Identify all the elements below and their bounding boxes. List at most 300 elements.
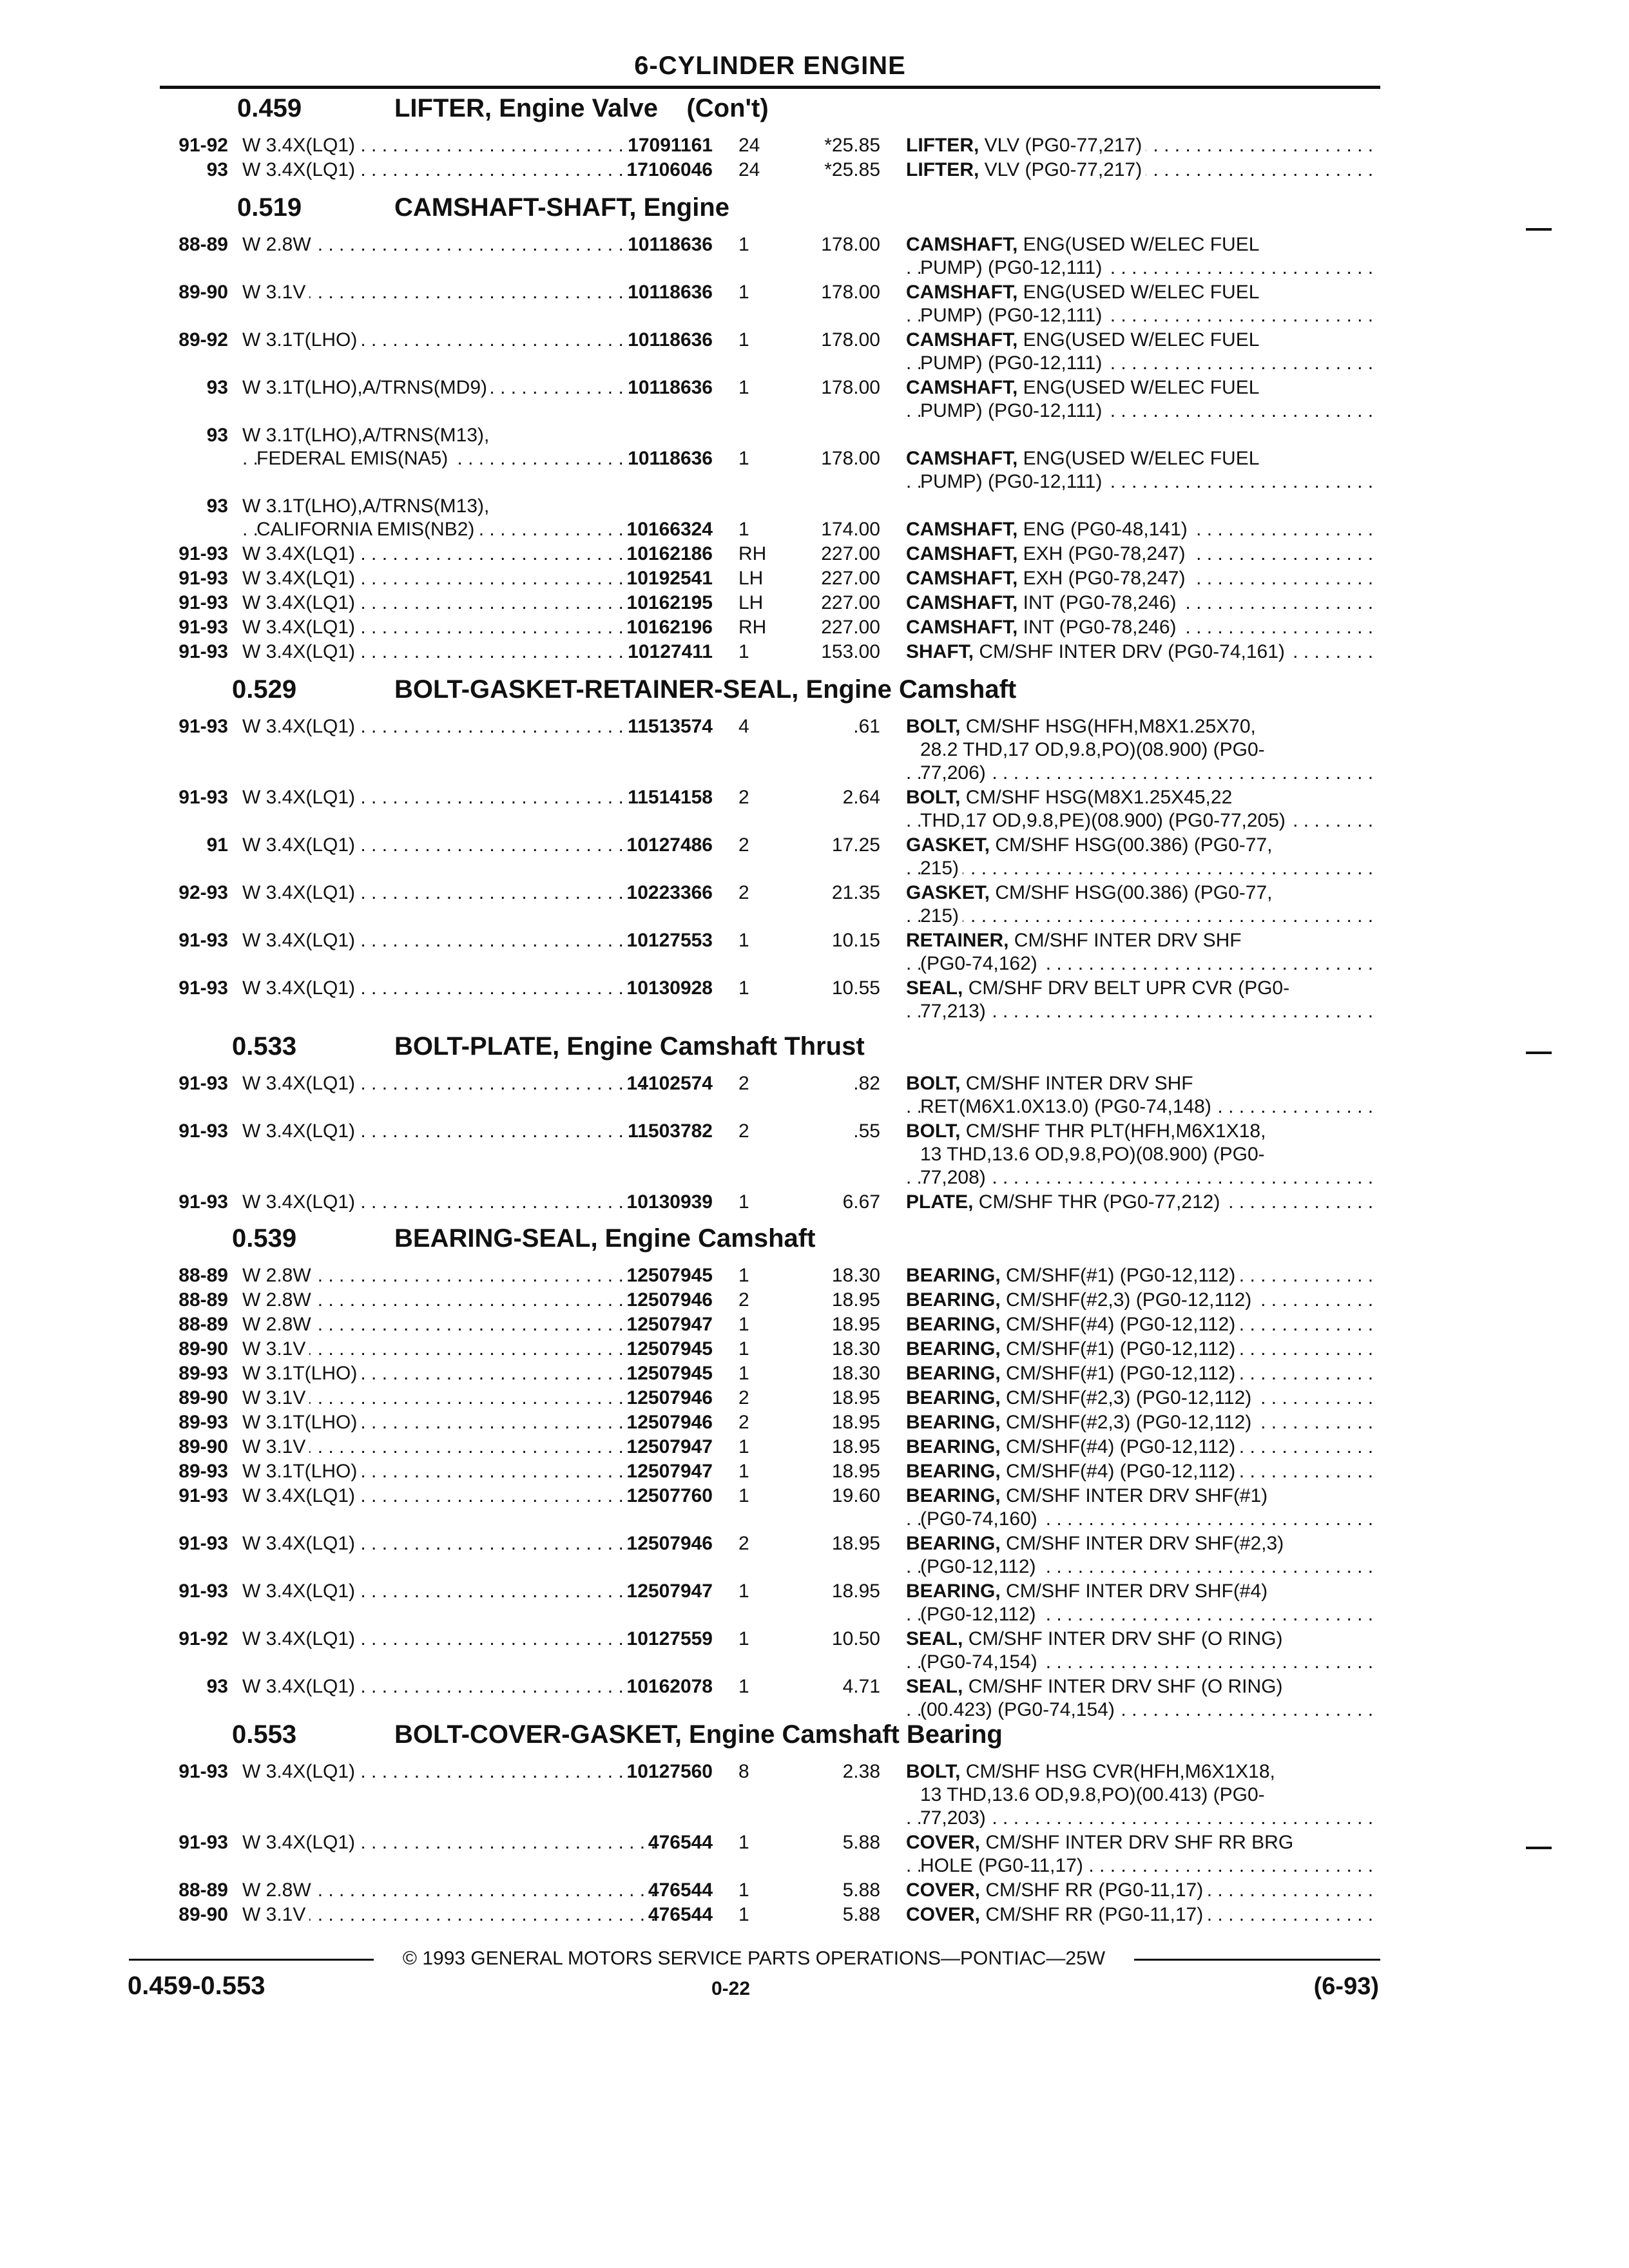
part-type-keyword: BEARING, bbox=[906, 1363, 1001, 1384]
quantity: RH bbox=[738, 617, 767, 638]
description-line bbox=[906, 134, 1375, 157]
description-text: CAMSHAFT, EXH (PG0-78,247) bbox=[906, 543, 1189, 564]
description-line bbox=[906, 857, 1375, 880]
model-text: W 3.4X(LQ1) bbox=[242, 617, 359, 638]
part-number: 476544 bbox=[648, 1879, 713, 1901]
description-line bbox=[906, 1072, 1375, 1095]
description-text: BEARING, CM/SHF(#2,3) (PG0-12,112) bbox=[906, 1412, 1255, 1433]
part-description bbox=[906, 929, 1375, 975]
part-description bbox=[906, 1264, 1375, 1287]
model-text: W 3.4X(LQ1) bbox=[242, 1533, 359, 1554]
model-text: W 3.1T(LHO),A/TRNS(M13), bbox=[242, 495, 493, 517]
part-number: 10118636 bbox=[628, 448, 713, 469]
model-text: W 2.8W bbox=[242, 1314, 315, 1335]
part-number: 11503782 bbox=[628, 1120, 713, 1142]
unit-price: 18.30 bbox=[831, 1363, 880, 1384]
part-description bbox=[906, 834, 1375, 880]
header-rule bbox=[160, 86, 1380, 89]
part-description bbox=[906, 543, 1375, 566]
margin-tick-mark bbox=[1526, 228, 1552, 231]
part-type-keyword: BEARING, bbox=[906, 1412, 1001, 1433]
quantity: 1 bbox=[738, 1338, 749, 1360]
model-text: W 3.4X(LQ1) bbox=[242, 1191, 359, 1213]
model-year: 91-93 bbox=[178, 1073, 228, 1094]
part-description bbox=[906, 1485, 1375, 1531]
model-text: W 3.4X(LQ1) bbox=[242, 159, 359, 180]
part-description bbox=[906, 1760, 1375, 1830]
description-line bbox=[906, 1831, 1375, 1854]
part-description bbox=[906, 1532, 1375, 1579]
description-line bbox=[906, 1143, 1375, 1166]
quantity: 1 bbox=[738, 282, 749, 303]
quantity: 1 bbox=[738, 977, 749, 999]
description-text: (PG0-12,112) bbox=[920, 1604, 1040, 1625]
table-row bbox=[152, 1338, 1629, 1362]
table-row bbox=[152, 929, 1629, 977]
quantity: 1 bbox=[738, 1363, 749, 1384]
part-number: 11514158 bbox=[628, 787, 713, 808]
model-year: 88-89 bbox=[178, 1879, 228, 1901]
description-line bbox=[906, 1555, 1375, 1579]
part-number: 10162078 bbox=[626, 1676, 713, 1697]
model-text: W 2.8W bbox=[242, 1289, 315, 1311]
model-text: W 3.4X(LQ1) bbox=[242, 641, 359, 662]
part-type-keyword: BOLT, bbox=[906, 1073, 961, 1094]
model-text: W 3.4X(LQ1) bbox=[242, 787, 359, 808]
description-text: PUMP) (PG0-12,111) bbox=[920, 471, 1106, 492]
description-text: CAMSHAFT, ENG (PG0-48,141) bbox=[906, 519, 1191, 540]
model-year: 91-93 bbox=[178, 1581, 228, 1602]
description-line bbox=[906, 1436, 1375, 1459]
part-type-keyword: CAMSHAFT, bbox=[906, 448, 1018, 469]
description-line bbox=[906, 834, 1375, 857]
part-description bbox=[906, 1411, 1375, 1434]
model-year: 91-93 bbox=[178, 1120, 228, 1142]
model-text: W 3.4X(LQ1) bbox=[242, 930, 359, 951]
part-type-keyword: BEARING, bbox=[906, 1461, 1001, 1482]
quantity: 1 bbox=[738, 519, 749, 540]
model-text: W 3.1T(LHO) bbox=[242, 1461, 361, 1482]
description-line bbox=[906, 329, 1375, 352]
unit-price: 18.95 bbox=[831, 1533, 880, 1554]
model-text: W 3.4X(LQ1) bbox=[242, 1832, 359, 1853]
description-line bbox=[906, 1580, 1375, 1603]
table-row bbox=[152, 329, 1629, 376]
unit-price: .82 bbox=[853, 1073, 880, 1094]
unit-price: 227.00 bbox=[821, 543, 880, 564]
model-year: 88-89 bbox=[178, 1314, 228, 1335]
quantity: 2 bbox=[738, 1412, 749, 1433]
description-text: COVER, CM/SHF RR (PG0-11,17) bbox=[906, 1879, 1207, 1901]
part-type-keyword: GASKET, bbox=[906, 834, 990, 856]
table-row bbox=[152, 591, 1629, 616]
model-text: W 3.4X(LQ1) bbox=[242, 568, 359, 589]
model-year: 93 bbox=[206, 377, 228, 398]
part-number: 476544 bbox=[648, 1832, 713, 1853]
description-text: GASKET, CM/SHF HSG(00.386) (PG0-77, bbox=[906, 882, 1277, 903]
description-line bbox=[906, 1387, 1375, 1410]
description-line bbox=[906, 470, 1375, 494]
model-year: 91-93 bbox=[178, 592, 228, 613]
margin-tick-mark bbox=[1526, 1847, 1552, 1849]
section-number: 0.553 bbox=[232, 1720, 297, 1749]
model-year: 91-93 bbox=[178, 716, 228, 737]
model-text: W 3.1V bbox=[242, 1436, 309, 1457]
part-type-keyword: BEARING, bbox=[906, 1485, 1001, 1506]
part-type-keyword: BOLT, bbox=[906, 716, 961, 737]
unit-price: 10.15 bbox=[831, 930, 880, 951]
quantity: RH bbox=[738, 543, 767, 564]
unit-price: 18.95 bbox=[831, 1387, 880, 1408]
description-line bbox=[906, 1191, 1375, 1214]
description-line bbox=[906, 616, 1375, 639]
description-text: 215) bbox=[920, 858, 963, 879]
unit-price: 227.00 bbox=[821, 592, 880, 613]
part-description bbox=[906, 591, 1375, 615]
description-text: BEARING, CM/SHF(#4) (PG0-12,112) bbox=[906, 1314, 1239, 1335]
quantity: 1 bbox=[738, 329, 749, 351]
table-row bbox=[152, 281, 1629, 329]
model-year: 89-92 bbox=[178, 329, 228, 351]
part-number: 12507946 bbox=[626, 1412, 713, 1433]
model-year: 91-93 bbox=[178, 1485, 228, 1506]
part-description bbox=[906, 329, 1375, 375]
part-description bbox=[906, 134, 1375, 157]
part-type-keyword: BEARING, bbox=[906, 1581, 1001, 1602]
quantity: 1 bbox=[738, 448, 749, 469]
description-line bbox=[906, 233, 1375, 256]
table-row bbox=[152, 1289, 1629, 1313]
section-number: 0.533 bbox=[232, 1032, 297, 1061]
part-number: 10127486 bbox=[626, 834, 713, 856]
unit-price: 18.30 bbox=[831, 1265, 880, 1286]
footer-copyright: © 1993 GENERAL MOTORS SERVICE PARTS OPERATIONS—PONTIAC—25W bbox=[374, 1945, 1134, 1973]
description-text: RETAINER, CM/SHF INTER DRV SHF bbox=[906, 930, 1246, 951]
quantity: 1 bbox=[738, 1485, 749, 1506]
part-description bbox=[906, 1313, 1375, 1336]
model-year: 91-93 bbox=[178, 1533, 228, 1554]
description-line bbox=[906, 977, 1375, 1000]
model-year: 89-93 bbox=[178, 1412, 228, 1433]
model-line bbox=[242, 495, 661, 518]
part-type-keyword: CAMSHAFT, bbox=[906, 519, 1018, 540]
description-line bbox=[906, 1338, 1375, 1361]
model-text: W 3.4X(LQ1) bbox=[242, 1120, 359, 1142]
description-line bbox=[906, 1508, 1375, 1531]
model-text: W 2.8W bbox=[242, 234, 315, 255]
part-type-keyword: PLATE, bbox=[906, 1191, 974, 1213]
part-type-keyword: LIFTER, bbox=[906, 159, 979, 180]
part-type-keyword: GASKET, bbox=[906, 882, 990, 903]
quantity: 2 bbox=[738, 787, 749, 808]
table-row bbox=[152, 1903, 1629, 1928]
table-row bbox=[152, 376, 1629, 424]
part-number: 17106046 bbox=[626, 159, 713, 180]
unit-price: 5.88 bbox=[842, 1832, 880, 1853]
model-year: 93 bbox=[206, 1676, 228, 1697]
unit-price: 18.30 bbox=[831, 1338, 880, 1360]
unit-price: 174.00 bbox=[821, 519, 880, 540]
part-description bbox=[906, 1362, 1375, 1385]
part-number: 10166324 bbox=[626, 519, 713, 540]
description-text: BEARING, CM/SHF(#4) (PG0-12,112) bbox=[906, 1461, 1239, 1482]
part-type-keyword: CAMSHAFT, bbox=[906, 543, 1018, 564]
part-type-keyword: CAMSHAFT, bbox=[906, 282, 1018, 303]
unit-price: 178.00 bbox=[821, 329, 880, 351]
model-year: 88-89 bbox=[178, 1265, 228, 1286]
parts-table bbox=[152, 1760, 1629, 1928]
description-line bbox=[906, 159, 1375, 182]
model-year: 91-93 bbox=[178, 930, 228, 951]
part-number: 10223366 bbox=[626, 882, 713, 903]
part-description bbox=[906, 1436, 1375, 1459]
description-text: BEARING, CM/SHF(#1) (PG0-12,112) bbox=[906, 1265, 1239, 1286]
part-description bbox=[906, 233, 1375, 280]
part-type-keyword: BEARING, bbox=[906, 1436, 1001, 1457]
unit-price: .61 bbox=[853, 716, 880, 737]
table-row bbox=[152, 424, 1629, 495]
part-number: 10162195 bbox=[626, 592, 713, 613]
quantity: 2 bbox=[738, 834, 749, 856]
part-number: 12507945 bbox=[626, 1338, 713, 1360]
model-line bbox=[242, 424, 661, 447]
part-description bbox=[906, 518, 1375, 541]
table-row bbox=[152, 715, 1629, 786]
unit-price: 227.00 bbox=[821, 568, 880, 589]
description-line bbox=[906, 256, 1375, 280]
quantity: 1 bbox=[738, 1191, 749, 1213]
quantity: 2 bbox=[738, 1073, 749, 1094]
parts-table bbox=[152, 1072, 1629, 1215]
model-text: W 2.8W bbox=[242, 1879, 315, 1901]
unit-price: 19.60 bbox=[831, 1485, 880, 1506]
part-description bbox=[906, 977, 1375, 1023]
description-text: CAMSHAFT, ENG(USED W/ELEC FUEL bbox=[906, 329, 1263, 351]
model-year: 88-89 bbox=[178, 1289, 228, 1311]
part-number: 10130939 bbox=[626, 1191, 713, 1213]
part-description bbox=[906, 640, 1375, 664]
description-text: (00.423) (PG0-74,154) bbox=[920, 1699, 1119, 1720]
description-line bbox=[906, 1760, 1375, 1783]
description-line bbox=[906, 1411, 1375, 1434]
description-line bbox=[906, 1879, 1375, 1902]
part-type-keyword: CAMSHAFT, bbox=[906, 592, 1018, 613]
description-line bbox=[906, 786, 1375, 809]
part-description bbox=[906, 1628, 1375, 1674]
model-text: W 3.1V bbox=[242, 282, 309, 303]
part-type-keyword: BEARING, bbox=[906, 1289, 1001, 1311]
description-text: BOLT, CM/SHF HSG(M8X1.25X45,22 bbox=[906, 787, 1236, 808]
part-number: 12507945 bbox=[626, 1265, 713, 1286]
part-type-keyword: RETAINER, bbox=[906, 930, 1009, 951]
description-line bbox=[906, 1603, 1375, 1626]
description-line bbox=[906, 715, 1375, 738]
model-year: 93 bbox=[206, 495, 228, 517]
section-title: CAMSHAFT-SHAFT, Engine bbox=[394, 193, 729, 222]
model-text: W 3.4X(LQ1) bbox=[242, 1581, 359, 1602]
model-text: W 3.1V bbox=[242, 1338, 309, 1360]
part-description bbox=[906, 715, 1375, 785]
model-year: 89-90 bbox=[178, 1338, 228, 1360]
description-line bbox=[906, 1289, 1375, 1312]
quantity: 1 bbox=[738, 377, 749, 398]
description-text: BEARING, CM/SHF INTER DRV SHF(#2,3) bbox=[906, 1533, 1287, 1554]
model-year: 93 bbox=[206, 159, 228, 180]
table-row bbox=[152, 1580, 1629, 1628]
description-text: BOLT, CM/SHF INTER DRV SHF bbox=[906, 1073, 1197, 1094]
table-row bbox=[152, 881, 1629, 929]
section-title: BOLT-PLATE, Engine Camshaft Thrust bbox=[394, 1032, 865, 1061]
table-row bbox=[152, 1760, 1629, 1831]
part-description bbox=[906, 159, 1375, 182]
quantity: 1 bbox=[738, 641, 749, 662]
part-type-keyword: SEAL, bbox=[906, 977, 963, 999]
part-number: 12507947 bbox=[626, 1436, 713, 1457]
description-text: CAMSHAFT, EXH (PG0-78,247) bbox=[906, 568, 1189, 589]
part-type-keyword: BEARING, bbox=[906, 1533, 1001, 1554]
part-number: 10127559 bbox=[626, 1628, 713, 1649]
unit-price: 6.67 bbox=[842, 1191, 880, 1213]
description-line bbox=[906, 809, 1375, 832]
part-number: 10192541 bbox=[626, 568, 713, 589]
model-year: 89-93 bbox=[178, 1461, 228, 1482]
description-text: SEAL, CM/SHF INTER DRV SHF (O RING) bbox=[906, 1628, 1286, 1649]
footer-section-range: 0.459-0.553 bbox=[128, 1972, 265, 2000]
model-text: W 3.1T(LHO),A/TRNS(M13), bbox=[242, 425, 493, 446]
quantity: 8 bbox=[738, 1761, 749, 1782]
quantity: 1 bbox=[738, 1265, 749, 1286]
part-number: 10162186 bbox=[626, 543, 713, 564]
table-row bbox=[152, 1120, 1629, 1191]
model-text: CALIFORNIA EMIS(NB2) bbox=[256, 519, 478, 540]
part-description bbox=[906, 567, 1375, 590]
description-text: 77,206) bbox=[920, 762, 990, 783]
description-text: 13 THD,13.6 OD,9.8,PO)(08.900) (PG0- bbox=[920, 1144, 1269, 1165]
description-line bbox=[906, 1264, 1375, 1287]
table-row bbox=[152, 640, 1629, 665]
part-number: 12507760 bbox=[626, 1485, 713, 1506]
model-year: 91-93 bbox=[178, 1191, 228, 1213]
unit-price: *25.85 bbox=[824, 135, 880, 156]
part-type-keyword: CAMSHAFT, bbox=[906, 329, 1018, 351]
model-year: 89-90 bbox=[178, 1904, 228, 1925]
part-type-keyword: BOLT, bbox=[906, 787, 961, 808]
part-description bbox=[906, 1879, 1375, 1902]
table-row bbox=[152, 159, 1629, 183]
description-text: HOLE (PG0-11,17) bbox=[920, 1855, 1087, 1876]
unit-price: .55 bbox=[853, 1120, 880, 1142]
quantity: LH bbox=[738, 592, 764, 613]
description-line bbox=[906, 1698, 1375, 1722]
description-line bbox=[906, 447, 1375, 470]
table-row bbox=[152, 1264, 1629, 1289]
page-header: 6-CYLINDER ENGINE bbox=[634, 52, 906, 80]
table-row bbox=[152, 1831, 1629, 1879]
quantity: 1 bbox=[738, 1879, 749, 1901]
table-row bbox=[152, 834, 1629, 881]
description-line bbox=[906, 1460, 1375, 1483]
unit-price: 178.00 bbox=[821, 448, 880, 469]
model-text: W 3.4X(LQ1) bbox=[242, 592, 359, 613]
description-line bbox=[906, 640, 1375, 664]
description-text: (PG0-12,112) bbox=[920, 1556, 1040, 1577]
model-text: W 3.4X(LQ1) bbox=[242, 1485, 359, 1506]
table-row bbox=[152, 1485, 1629, 1532]
table-row bbox=[152, 1191, 1629, 1215]
unit-price: 2.38 bbox=[842, 1761, 880, 1782]
table-row bbox=[152, 1313, 1629, 1338]
part-number: 12507947 bbox=[626, 1461, 713, 1482]
part-description bbox=[906, 1387, 1375, 1410]
model-year: 91-93 bbox=[178, 1761, 228, 1782]
parts-table bbox=[152, 715, 1629, 1024]
part-number: 10118636 bbox=[628, 282, 713, 303]
part-type-keyword: SEAL, bbox=[906, 1628, 963, 1649]
part-type-keyword: CAMSHAFT, bbox=[906, 377, 1018, 398]
section-title: BEARING-SEAL, Engine Camshaft bbox=[394, 1224, 816, 1253]
unit-price: 18.95 bbox=[831, 1289, 880, 1311]
unit-price: 10.50 bbox=[831, 1628, 880, 1649]
unit-price: 21.35 bbox=[831, 882, 880, 903]
part-description bbox=[906, 1191, 1375, 1214]
unit-price: 18.95 bbox=[831, 1581, 880, 1602]
section-title: LIFTER, Engine Valve (Con't) bbox=[394, 94, 769, 122]
description-text: PUMP) (PG0-12,111) bbox=[920, 305, 1106, 326]
model-text: W 3.4X(LQ1) bbox=[242, 1073, 359, 1094]
unit-price: *25.85 bbox=[824, 159, 880, 180]
description-text: CAMSHAFT, INT (PG0-78,246) bbox=[906, 592, 1181, 613]
part-number: 10162196 bbox=[626, 617, 713, 638]
model-text: W 3.4X(LQ1) bbox=[242, 977, 359, 999]
unit-price: 178.00 bbox=[821, 377, 880, 398]
model-text: W 3.1V bbox=[242, 1904, 309, 1925]
part-description bbox=[906, 1675, 1375, 1722]
model-text: W 3.4X(LQ1) bbox=[242, 834, 359, 856]
model-year: 93 bbox=[206, 425, 228, 446]
section-title: BOLT-COVER-GASKET, Engine Camshaft Bearing bbox=[394, 1720, 1003, 1749]
description-line bbox=[906, 762, 1375, 785]
quantity: 1 bbox=[738, 1628, 749, 1649]
description-text: PLATE, CM/SHF THR (PG0-77,212) bbox=[906, 1191, 1224, 1213]
description-line bbox=[906, 281, 1375, 304]
model-text: W 3.1T(LHO) bbox=[242, 1363, 361, 1384]
footer-edition-date: (6-93) bbox=[1313, 1973, 1379, 2000]
model-year: 88-89 bbox=[178, 234, 228, 255]
part-number: 11513574 bbox=[628, 716, 713, 737]
unit-price: 5.88 bbox=[842, 1879, 880, 1901]
description-text: CAMSHAFT, ENG(USED W/ELEC FUEL bbox=[906, 448, 1263, 469]
description-line bbox=[906, 1854, 1375, 1878]
part-number: 12507946 bbox=[626, 1533, 713, 1554]
part-type-keyword: BEARING, bbox=[906, 1338, 1001, 1360]
description-text: GASKET, CM/SHF HSG(00.386) (PG0-77, bbox=[906, 834, 1277, 856]
quantity: 1 bbox=[738, 1461, 749, 1482]
part-number: 14102574 bbox=[626, 1073, 713, 1094]
section-number: 0.529 bbox=[232, 675, 297, 704]
description-line bbox=[906, 1000, 1375, 1023]
description-line bbox=[906, 352, 1375, 375]
description-line bbox=[906, 543, 1375, 566]
table-row bbox=[152, 1436, 1629, 1460]
description-text: LIFTER, VLV (PG0-77,217) bbox=[906, 135, 1146, 156]
model-year: 91-93 bbox=[178, 977, 228, 999]
description-text: 28.2 THD,17 OD,9.8,PO)(08.900) (PG0- bbox=[920, 739, 1269, 760]
model-year: 91-93 bbox=[178, 787, 228, 808]
table-row bbox=[152, 1879, 1629, 1903]
part-number: 12507946 bbox=[626, 1387, 713, 1408]
unit-price: 18.95 bbox=[831, 1412, 880, 1433]
description-line bbox=[906, 929, 1375, 952]
